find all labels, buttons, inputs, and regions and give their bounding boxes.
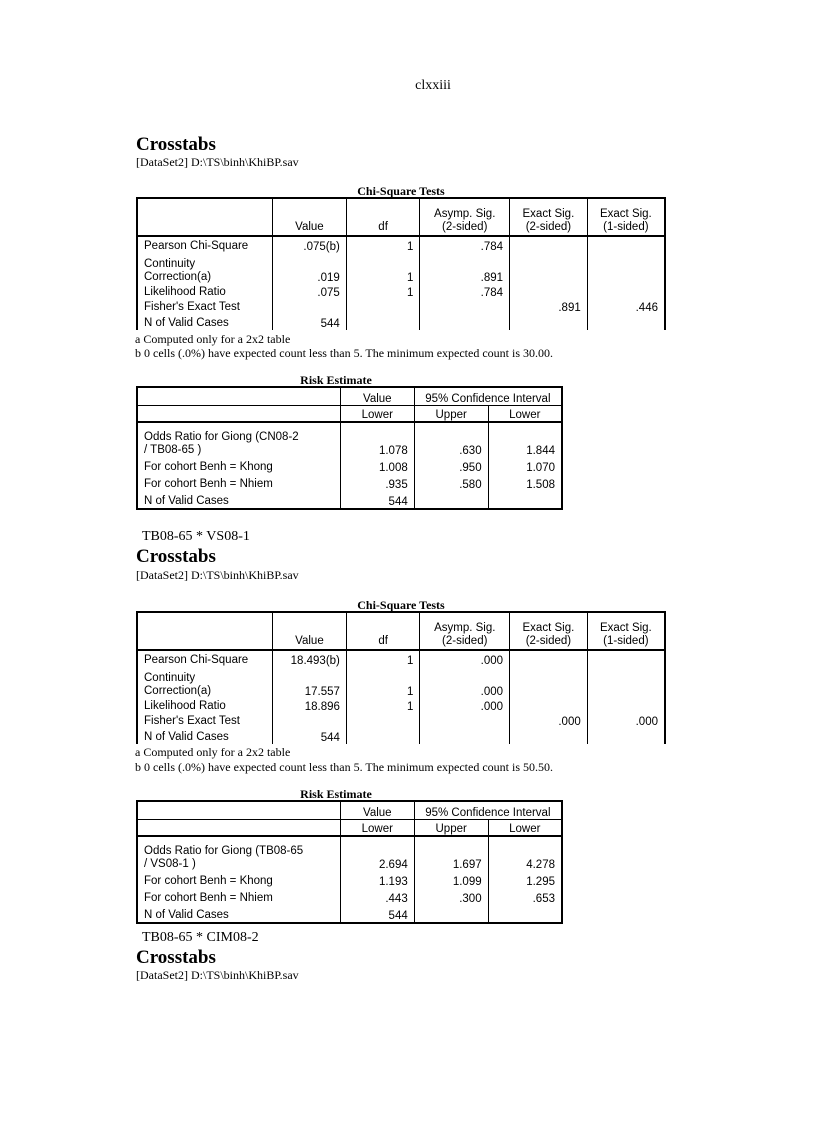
table-cell: 544	[340, 905, 414, 923]
risk-estimate-table	[136, 800, 563, 924]
row-label: Likelihood Ratio	[144, 700, 226, 713]
table-cell: 1.008	[340, 457, 414, 474]
table-row	[137, 491, 562, 509]
table-cell	[510, 314, 588, 330]
table-cell	[346, 299, 420, 314]
row-label: N of Valid Cases	[144, 317, 229, 329]
table-row	[137, 728, 665, 744]
table-cell: .000	[420, 650, 510, 667]
table-cell: 1.295	[488, 871, 562, 888]
column-header: Value	[340, 387, 414, 405]
table-cell: 17.557	[273, 667, 347, 698]
column-header: Exact Sig. (1-sided)	[587, 198, 665, 236]
table-cell: 1.697	[414, 836, 488, 871]
row-label: Odds Ratio for Giong (CN08-2 / TB08-65 )	[144, 431, 299, 457]
chi-square-table	[136, 197, 666, 330]
column-header: Lower	[488, 819, 562, 836]
column-header: Value	[340, 801, 414, 819]
table-cell	[587, 650, 665, 667]
row-label: For cohort Benh = Khong	[144, 460, 273, 473]
column-header: Upper	[414, 819, 488, 836]
table-cell: .891	[510, 299, 588, 314]
column-header	[137, 387, 340, 405]
table-cell: .784	[420, 284, 510, 299]
table-cell	[488, 905, 562, 923]
table-cell: .891	[420, 253, 510, 284]
column-header: Exact Sig. (2-sided)	[510, 612, 588, 650]
chi-square-title: Chi-Square Tests	[357, 184, 445, 198]
table-cell: 544	[340, 491, 414, 509]
column-header: df	[346, 198, 420, 236]
table-row	[137, 236, 665, 253]
table-cell: 18.493(b)	[273, 650, 347, 667]
table-cell: .000	[420, 698, 510, 713]
chi-square-table	[136, 611, 666, 744]
row-label: For cohort Benh = Nhiem	[144, 477, 273, 490]
table-row	[137, 905, 562, 923]
table-cell: .300	[414, 888, 488, 905]
table-cell: .075(b)	[273, 236, 347, 253]
column-header: df	[346, 612, 420, 650]
table-cell	[587, 667, 665, 698]
section-heading: Crosstabs	[136, 546, 216, 567]
column-header: Value	[273, 198, 347, 236]
footnote-b: b 0 cells (.0%) have expected count less than 5. The minimum expected count is 30.00.	[135, 346, 554, 360]
column-header: Exact Sig. (1-sided)	[587, 612, 665, 650]
table-cell	[488, 491, 562, 509]
page-number: clxxiii	[415, 78, 451, 93]
table-cell: 1.078	[340, 422, 414, 457]
dataset-path: [DataSet2] D:\TS\binh\KhiBP.sav	[136, 568, 299, 582]
column-header	[137, 198, 273, 236]
table-cell	[510, 253, 588, 284]
column-header: Value	[273, 612, 347, 650]
table-cell	[587, 253, 665, 284]
row-label: Pearson Chi-Square	[144, 239, 249, 252]
table-cell	[420, 314, 510, 330]
table-cell: .000	[420, 667, 510, 698]
table-cell: .000	[510, 713, 588, 728]
footnote-b: b 0 cells (.0%) have expected count less than 5. The minimum expected count is 50.50.	[135, 760, 554, 774]
column-header	[137, 819, 340, 836]
table-cell: 1.193	[340, 871, 414, 888]
table-cell	[587, 236, 665, 253]
table-cell: 1	[346, 253, 420, 284]
table-row	[137, 713, 665, 728]
table-row	[137, 253, 665, 284]
column-header: Lower	[340, 819, 414, 836]
table-cell: 544	[273, 314, 347, 330]
table-cell	[420, 728, 510, 744]
table-row	[137, 457, 562, 474]
table-row	[137, 474, 562, 491]
row-label: Fisher's Exact Test	[144, 715, 240, 728]
table-cell: .653	[488, 888, 562, 905]
table-row	[137, 698, 665, 713]
table-cell	[510, 236, 588, 253]
table-cell: .580	[414, 474, 488, 491]
row-label: N of Valid Cases	[144, 495, 229, 507]
table-row	[137, 299, 665, 314]
table-cell: 4.278	[488, 836, 562, 871]
table-cell	[587, 314, 665, 330]
column-header: Asymp. Sig. (2-sided)	[420, 198, 510, 236]
footnote-a: a Computed only for a 2x2 table	[135, 332, 291, 346]
table-cell	[346, 728, 420, 744]
risk-estimate-title: Risk Estimate	[300, 787, 372, 801]
column-header: Exact Sig. (2-sided)	[510, 198, 588, 236]
table-cell: 1	[346, 698, 420, 713]
column-header	[137, 801, 340, 819]
table-row	[137, 284, 665, 299]
row-label: For cohort Benh = Khong	[144, 874, 273, 887]
column-header: Upper	[414, 405, 488, 422]
table-cell	[510, 667, 588, 698]
table-cell: 1.844	[488, 422, 562, 457]
table-cell: .784	[420, 236, 510, 253]
row-label: Likelihood Ratio	[144, 286, 226, 299]
column-header	[137, 405, 340, 422]
table-cell	[420, 713, 510, 728]
section-heading: Crosstabs	[136, 134, 216, 155]
row-label: Fisher's Exact Test	[144, 301, 240, 314]
table-cell	[414, 905, 488, 923]
footnote-a: a Computed only for a 2x2 table	[135, 745, 291, 759]
variable-label: TB08-65 * CIM08-2	[142, 930, 259, 945]
table-cell: 1.099	[414, 871, 488, 888]
row-label: For cohort Benh = Nhiem	[144, 891, 273, 904]
table-cell	[346, 314, 420, 330]
row-label: Continuity Correction(a)	[144, 671, 212, 697]
dataset-path: [DataSet2] D:\TS\binh\KhiBP.sav	[136, 968, 299, 982]
table-cell	[510, 650, 588, 667]
table-cell: 1	[346, 236, 420, 253]
table-cell: 2.694	[340, 836, 414, 871]
table-cell: 1	[346, 667, 420, 698]
risk-estimate-table	[136, 386, 563, 510]
table-cell	[346, 713, 420, 728]
row-label: N of Valid Cases	[144, 909, 229, 921]
section-heading: Crosstabs	[136, 947, 216, 968]
table-cell: .935	[340, 474, 414, 491]
table-cell: .443	[340, 888, 414, 905]
table-cell	[587, 728, 665, 744]
column-header: Lower	[488, 405, 562, 422]
table-cell: .446	[587, 299, 665, 314]
table-cell	[587, 284, 665, 299]
dataset-path: [DataSet2] D:\TS\binh\KhiBP.sav	[136, 155, 299, 169]
risk-estimate-title: Risk Estimate	[300, 373, 372, 387]
table-row	[137, 650, 665, 667]
row-label: Pearson Chi-Square	[144, 653, 249, 666]
column-header: 95% Confidence Interval	[414, 801, 562, 819]
variable-label: TB08-65 * VS08-1	[142, 529, 250, 544]
table-cell: 1	[346, 284, 420, 299]
table-cell	[273, 299, 347, 314]
table-cell: 1.508	[488, 474, 562, 491]
table-row	[137, 422, 562, 457]
table-cell: 544	[273, 728, 347, 744]
table-cell	[587, 698, 665, 713]
table-row	[137, 888, 562, 905]
table-cell: 1	[346, 650, 420, 667]
chi-square-title: Chi-Square Tests	[357, 598, 445, 612]
column-header	[137, 612, 273, 650]
table-row	[137, 836, 562, 871]
table-cell	[414, 491, 488, 509]
row-label: N of Valid Cases	[144, 731, 229, 743]
row-label: Odds Ratio for Giong (TB08-65 / VS08-1 )	[144, 845, 304, 871]
column-header: 95% Confidence Interval	[414, 387, 562, 405]
column-header: Asymp. Sig. (2-sided)	[420, 612, 510, 650]
table-cell	[420, 299, 510, 314]
table-row	[137, 314, 665, 330]
table-cell: .630	[414, 422, 488, 457]
table-cell: 1.070	[488, 457, 562, 474]
table-cell: .075	[273, 284, 347, 299]
table-cell	[510, 728, 588, 744]
table-row	[137, 667, 665, 698]
table-cell: .000	[587, 713, 665, 728]
table-cell	[510, 284, 588, 299]
column-header: Lower	[340, 405, 414, 422]
table-cell: .019	[273, 253, 347, 284]
table-row	[137, 871, 562, 888]
table-cell	[510, 698, 588, 713]
row-label: Continuity Correction(a)	[144, 257, 212, 283]
table-cell: 18.896	[273, 698, 347, 713]
table-cell: .950	[414, 457, 488, 474]
table-cell	[273, 713, 347, 728]
